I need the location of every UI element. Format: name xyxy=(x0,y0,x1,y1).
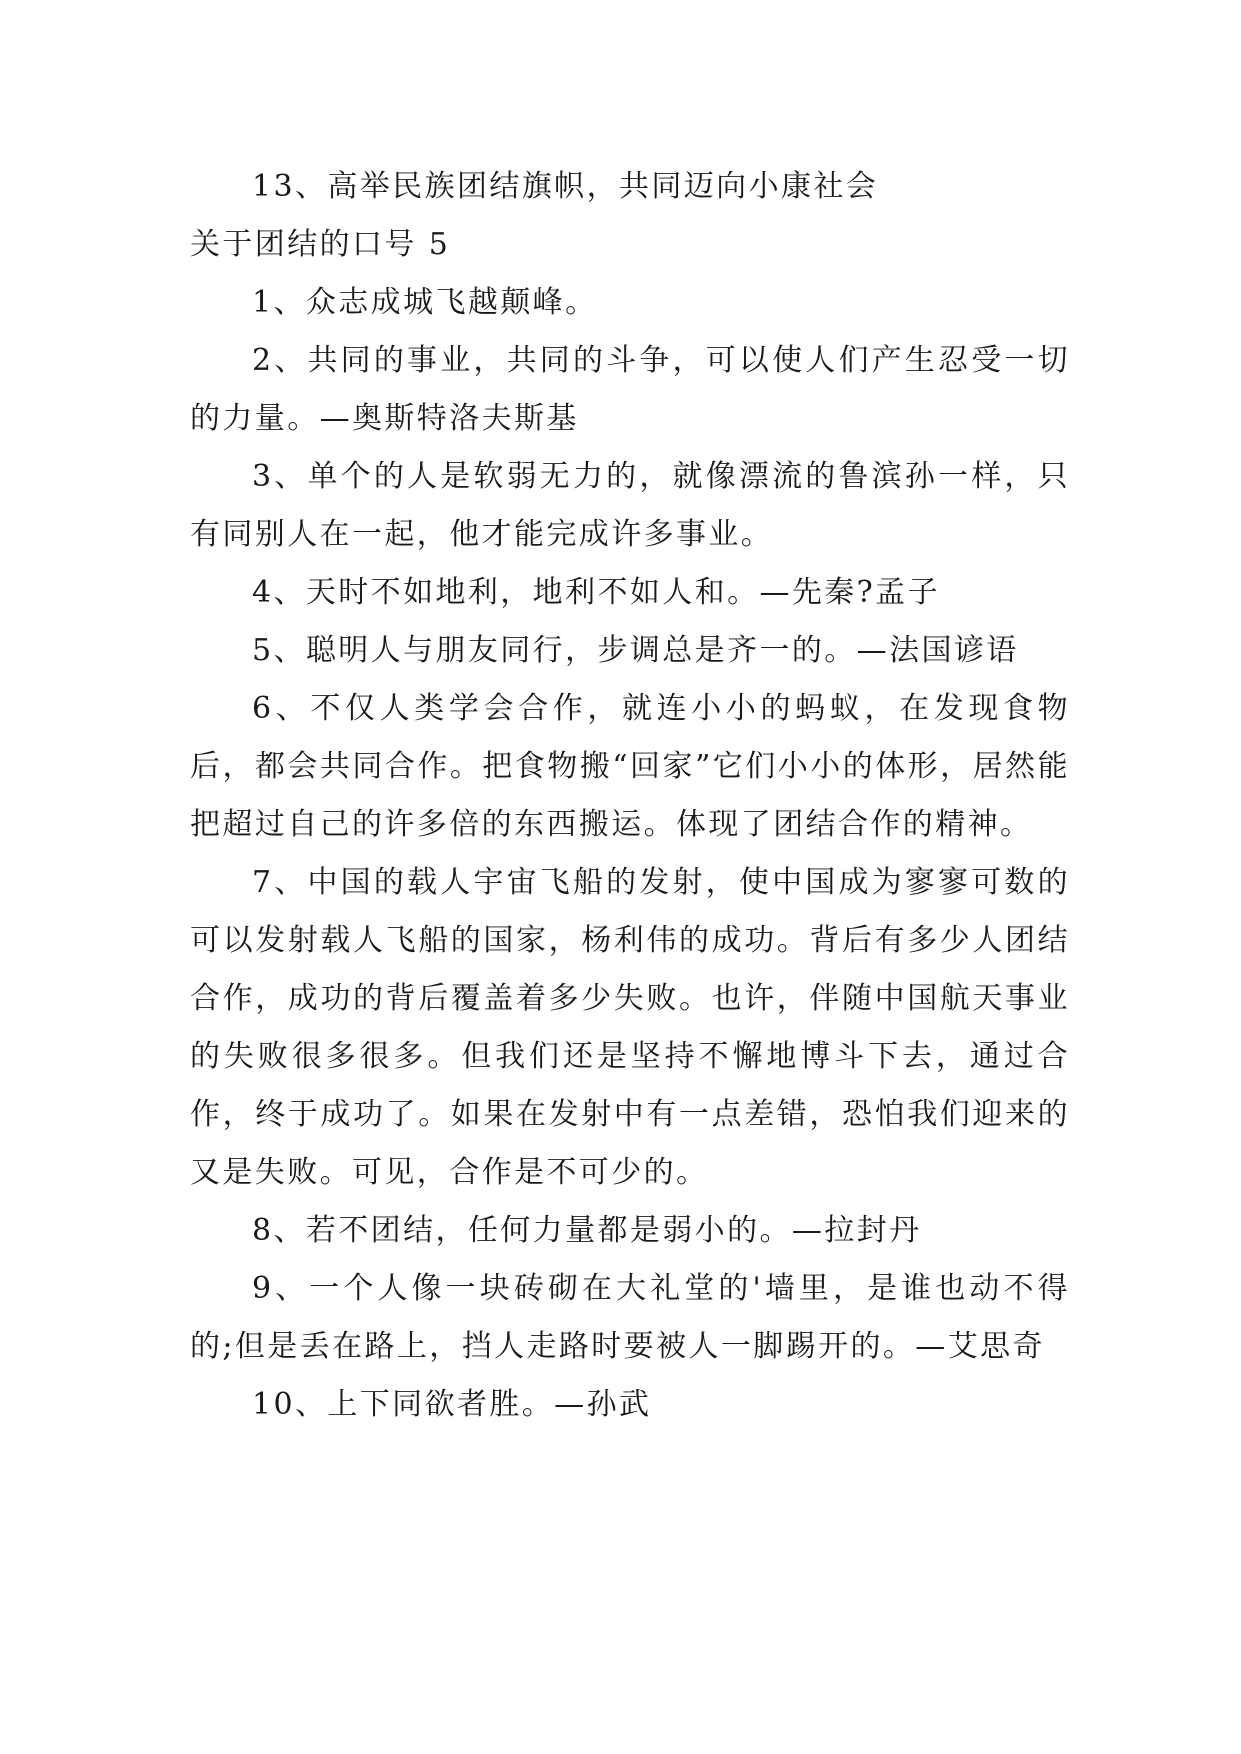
paragraph-8: 8、若不团结，任何力量都是弱小的。—拉封丹 xyxy=(252,1213,922,1248)
paragraph-6: 6、不仅人类学会合作，就连小小的蚂蚁，在发现食物后，都会共同合作。把食物搬“回家”它们小小的体形，居然能把超过自己的许多倍的东西搬运。体现了团结合作的精神。 xyxy=(190,691,1070,842)
document-body xyxy=(190,158,1070,1434)
paragraph-1: 1、众志成城飞越颠峰。 xyxy=(252,285,598,320)
paragraph-5: 5、聪明人与朋友同行，步调总是齐一的。—法国谚语 xyxy=(252,633,1019,668)
paragraph-2: 2、共同的事业，共同的斗争，可以使人们产生忍受一切的力量。—奥斯特洛夫斯基 xyxy=(190,343,1070,436)
paragraph-9: 9、一个人像一块砖砌在大礼堂的'墙里，是谁也动不得的;但是丢在路上，挡人走路时要被人一脚踢开的。—艾思奇 xyxy=(190,1271,1070,1364)
section-title: 关于团结的口号 5 xyxy=(190,227,451,262)
paragraph-4: 4、天时不如地利，地利不如人和。—先秦?孟子 xyxy=(252,575,940,610)
paragraph-3: 3、单个的人是软弱无力的，就像漂流的鲁滨孙一样，只有同别人在一起，他才能完成许多事业。 xyxy=(190,459,1070,552)
paragraph-7: 7、中国的载人宇宙飞船的发射，使中国成为寥寥可数的可以发射载人飞船的国家，杨利伟的成功。背后有多少人团结合作，成功的背后覆盖着多少失败。也许，伴随中国航天事业的失败很多很多。但我们还是坚持不懈地博斗下去，通过合作，终于成功了。如果在发射中有一点差错，恐怕我们迎来的又是失败。可见，合作是不可少的。 xyxy=(190,865,1070,1190)
paragraph-13: 13、高举民族团结旗帜，共同迈向小康社会 xyxy=(252,169,879,204)
paragraph-10: 10、上下同欲者胜。—孙武 xyxy=(252,1387,652,1422)
